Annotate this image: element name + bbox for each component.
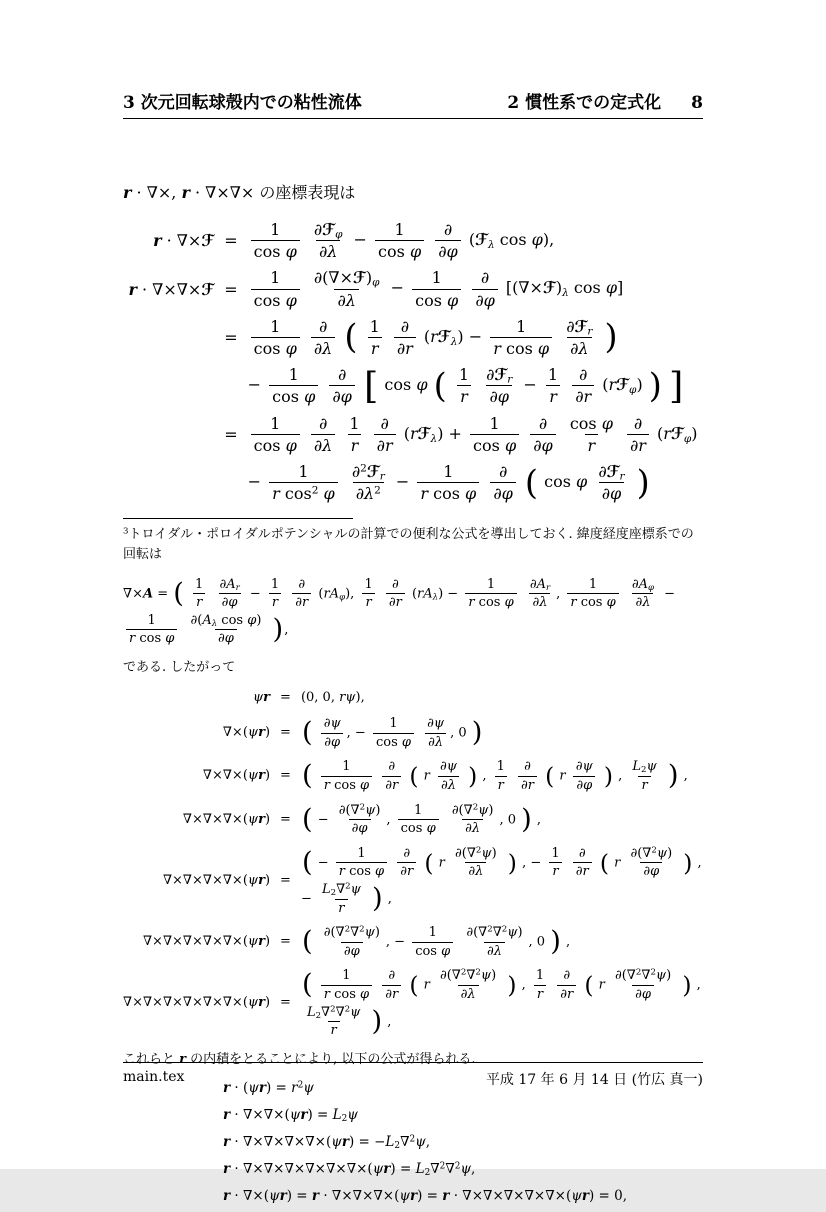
page-footer xyxy=(123,1062,703,1089)
main-equation-array xyxy=(128,219,697,504)
equation-rhs: − $\frac{1}{r \cos^2 \varphi}$ $\frac{\partial^2ℱ_r}{\partial\lambda^2}$ − $\frac{1}{\text{r cos φ}}$ $\frac{\partial}{\partial\varphi}$ ( cos φ $\frac{\partial ℱ_r}{\partial\varphi}$ ) xyxy=(247,461,650,504)
footnote-section xyxy=(123,525,703,1206)
formula-line: $r \cdot (\psi r) = r^2\psi$ xyxy=(223,1079,314,1096)
equation-lhs: r · ∇×ℱ xyxy=(153,231,215,251)
equation-lhs: ∇×∇×∇×(ψr) xyxy=(182,811,271,827)
intro-paragraph: r · ∇×, r · ∇×∇× の座標表現は xyxy=(123,183,356,202)
formula-line: r · ∇×(ψr) = r · ∇×∇×∇×(ψr) = r · ∇×∇×∇×∇×∇×(ψr) = 0, xyxy=(223,1187,628,1204)
formula-line: $r \cdot \nabla\times\nabla\times(\psi r) = L_2\psi$ xyxy=(223,1106,358,1124)
equation-rhs: $\frac{1}{\text{cos φ}}$ $\frac{\partial ℱ_\varphi}{\partial\lambda}$ − $\frac{1}{\text{cos φ}}$ $\frac{\partial}{\partial\varphi}$ (ℱ$_\lambda$ cos φ), xyxy=(248,219,555,262)
equation-lhs: ∇×∇×∇×∇×(ψr) xyxy=(162,872,271,888)
equation-rhs: $\frac{1}{\text{cos φ}}$ $\frac{\partial}{\partial\lambda}$ $\frac{1}{r}$ $\frac{\partial}{\partial r}$ (rℱ$_\lambda$) + $\frac{1}{\text{cos φ}}$ $\frac{\partial}{\partial\varphi}$ $\frac{\text{cos φ}}{r}$ $\frac{\partial}{\partial r}$ (rℱ$_\varphi$) xyxy=(248,413,698,456)
equation-rhs: − $\frac{1}{\text{cos φ}}$ $\frac{\partial}{\partial\varphi}$ [ cos φ ( $\frac{1}{r}$ $\frac{\partial ℱ_r}{\partial\varphi}$ − $\frac{1}{r}$ $\frac{\partial}{\partial r}$ (rℱ$_\varphi$) ) ] xyxy=(247,363,684,407)
equation-rel: = xyxy=(280,725,291,741)
formula-line: $r \cdot \nabla\times\nabla\times\nabla\times\nabla\times(\psi r) = -L_2\nabla^2\psi$, xyxy=(223,1133,431,1151)
equation-rel: = xyxy=(280,995,291,1011)
header-title-left: 3 次元回転球殻内での粘性流体 xyxy=(123,93,362,113)
equation-rhs: ( − $\frac{\partial(\nabla^2\psi)}{\partial\varphi}$ , $\frac{1}{\text{cos φ}}$ $\frac{\partial(\nabla^2\psi)}{\partial\lambda}$ , 0 ) , xyxy=(301,802,542,837)
footer-filename: main.tex xyxy=(123,1069,185,1085)
equation-rhs: ( $\frac{\partial\psi}{\partial\varphi}$ , − $\frac{1}{\text{cos φ}}$ $\frac{\partial\psi}{\partial\lambda}$ , 0 ) xyxy=(301,716,483,750)
footnote-equation-array xyxy=(123,688,703,1040)
equation-rel: = xyxy=(280,811,291,827)
equation-lhs: r · ∇×∇×ℱ xyxy=(128,279,215,299)
equation-rhs: ( $\frac{\partial(\nabla^2\nabla^2\psi)}{\partial\varphi}$ , − $\frac{1}{\text{cos φ}}$ $\frac{\partial(\nabla^2\nabla^2\psi)}{\partial\lambda}$ , 0 ) , xyxy=(301,924,571,959)
equation-rel: = xyxy=(280,872,291,888)
equation-rel: = xyxy=(224,279,238,299)
equation-rhs: (0, 0, rψ), xyxy=(300,690,365,706)
page-number: 8 xyxy=(691,93,703,113)
equation-lhs: ∇×∇×∇×∇×∇×(ψr) xyxy=(142,934,271,950)
page-content xyxy=(123,88,703,1212)
equation-rel: = xyxy=(280,934,291,950)
equation-rel: = xyxy=(224,424,238,444)
page-header xyxy=(123,88,703,119)
equation-rhs: ( $\frac{1}{\text{r cos φ}}$ $\frac{\partial}{\partial r}$ ( r $\frac{\partial\psi}{\partial\lambda}$ ) , $\frac{1}{r}$ $\frac{\partial}{\partial r}$ ( r $\frac{\partial\psi}{\partial\varphi}$ ) , $\frac{L_2\psi}{r}$ ) , xyxy=(301,759,688,793)
equation-lhs: ∇×(ψr) xyxy=(222,725,271,741)
formula-line: $r \cdot \nabla\times\nabla\times\nabla\times\nabla\times\nabla\times\nabla\times(\psi r) = L_2\nabla^2\nabla^2\psi$, xyxy=(223,1160,476,1178)
equation-rel: = xyxy=(224,327,238,347)
equation-rel: = xyxy=(280,690,291,706)
header-section: 2 慣性系での定式化 xyxy=(507,93,662,113)
curl-equation: ∇×A = ( $\frac{1}{r}$ $\frac{\partial A_r}{\partial\varphi}$ − $\frac{1}{r}$ $\frac{\partial}{\partial r}$ $(rA_\varphi)$, $\frac{1}{r}$ $\frac{\partial}{\partial r}$ $(rA_\lambda)$ − $\frac{1}{\text{r cos φ}}$ $\frac{\partial A_r}{\partial\lambda}$ , $\frac{1}{\text{r cos φ}}$ $\frac{\partial A_\varphi}{\partial\lambda}$ − $\frac{1}{\text{r cos φ}}$ $\frac{\partial(A_\lambda \cos \varphi)}{\partial\varphi}$ ), xyxy=(123,576,676,647)
footnote-text xyxy=(123,525,703,565)
footnote-text-body: トロイダル・ポロイダルポテンシャルの計算での便利な公式を導出しておく. 緯度経度座標系での回転は xyxy=(123,527,694,563)
header-right xyxy=(507,88,703,113)
equation-lhs: ∇×∇×∇×∇×∇×∇×(ψr) xyxy=(123,995,271,1011)
equation-rhs: ( $\frac{1}{\text{r cos φ}}$ $\frac{\partial}{\partial r}$ ( r $\frac{\partial(\nabla^2\nabla^2\psi)}{\partial\lambda}$ ) , $\frac{1}{r}$ $\frac{\partial}{\partial r}$ ( r $\frac{\partial(\nabla^2\nabla^2\psi)}{\partial\varphi}$ ) , $\frac{L_2\nabla^2\nabla^2\psi}{r}$ ) , xyxy=(301,968,701,1039)
equation-rhs: $\frac{1}{\text{cos φ}}$ $\frac{\partial}{\partial\lambda}$ ( $\frac{1}{r}$ $\frac{\partial}{\partial r}$ (rℱ$_\lambda$) − $\frac{1}{\text{r cos φ}}$ $\frac{\partial ℱ_r}{\partial\lambda}$ ) xyxy=(248,316,619,359)
footnote-marker: 3 xyxy=(123,526,129,537)
equation-rhs: $\frac{1}{\text{cos φ}}$ $\frac{\partial(\nabla\times ℱ)_\varphi}{\partial\lambda}$ − $\frac{1}{\text{cos φ}}$ $\frac{\partial}{\partial\varphi}$ [$(\nabla\times ℱ)_\lambda$ cos φ] xyxy=(248,267,624,310)
equation-rel: = xyxy=(224,231,238,251)
formula-list xyxy=(223,1078,703,1207)
footnote-rule xyxy=(123,518,353,519)
equation-lhs: ψr xyxy=(252,690,271,706)
result-intro-text: これらと r の内積をとることにより, 以下の公式が得られる. xyxy=(123,1051,476,1067)
equation-lhs: ∇×∇×(ψr) xyxy=(202,768,271,784)
footnote-connector-text: である. したがって xyxy=(123,659,236,675)
equation-rhs: ( − $\frac{1}{\text{r cos φ}}$ $\frac{\partial}{\partial r}$ ( r $\frac{\partial(\nabla^2\psi)}{\partial\lambda}$ ) , − $\frac{1}{r}$ $\frac{\partial}{\partial r}$ ( r $\frac{\partial(\nabla^2\psi)}{\partial\varphi}$ ) , − $\frac{L_2\nabla^2\psi}{r}$ ) , xyxy=(300,845,702,916)
footer-date-author: 平成 17 年 6 月 14 日 (竹広 真一) xyxy=(485,1072,703,1088)
equation-rel: = xyxy=(280,768,291,784)
